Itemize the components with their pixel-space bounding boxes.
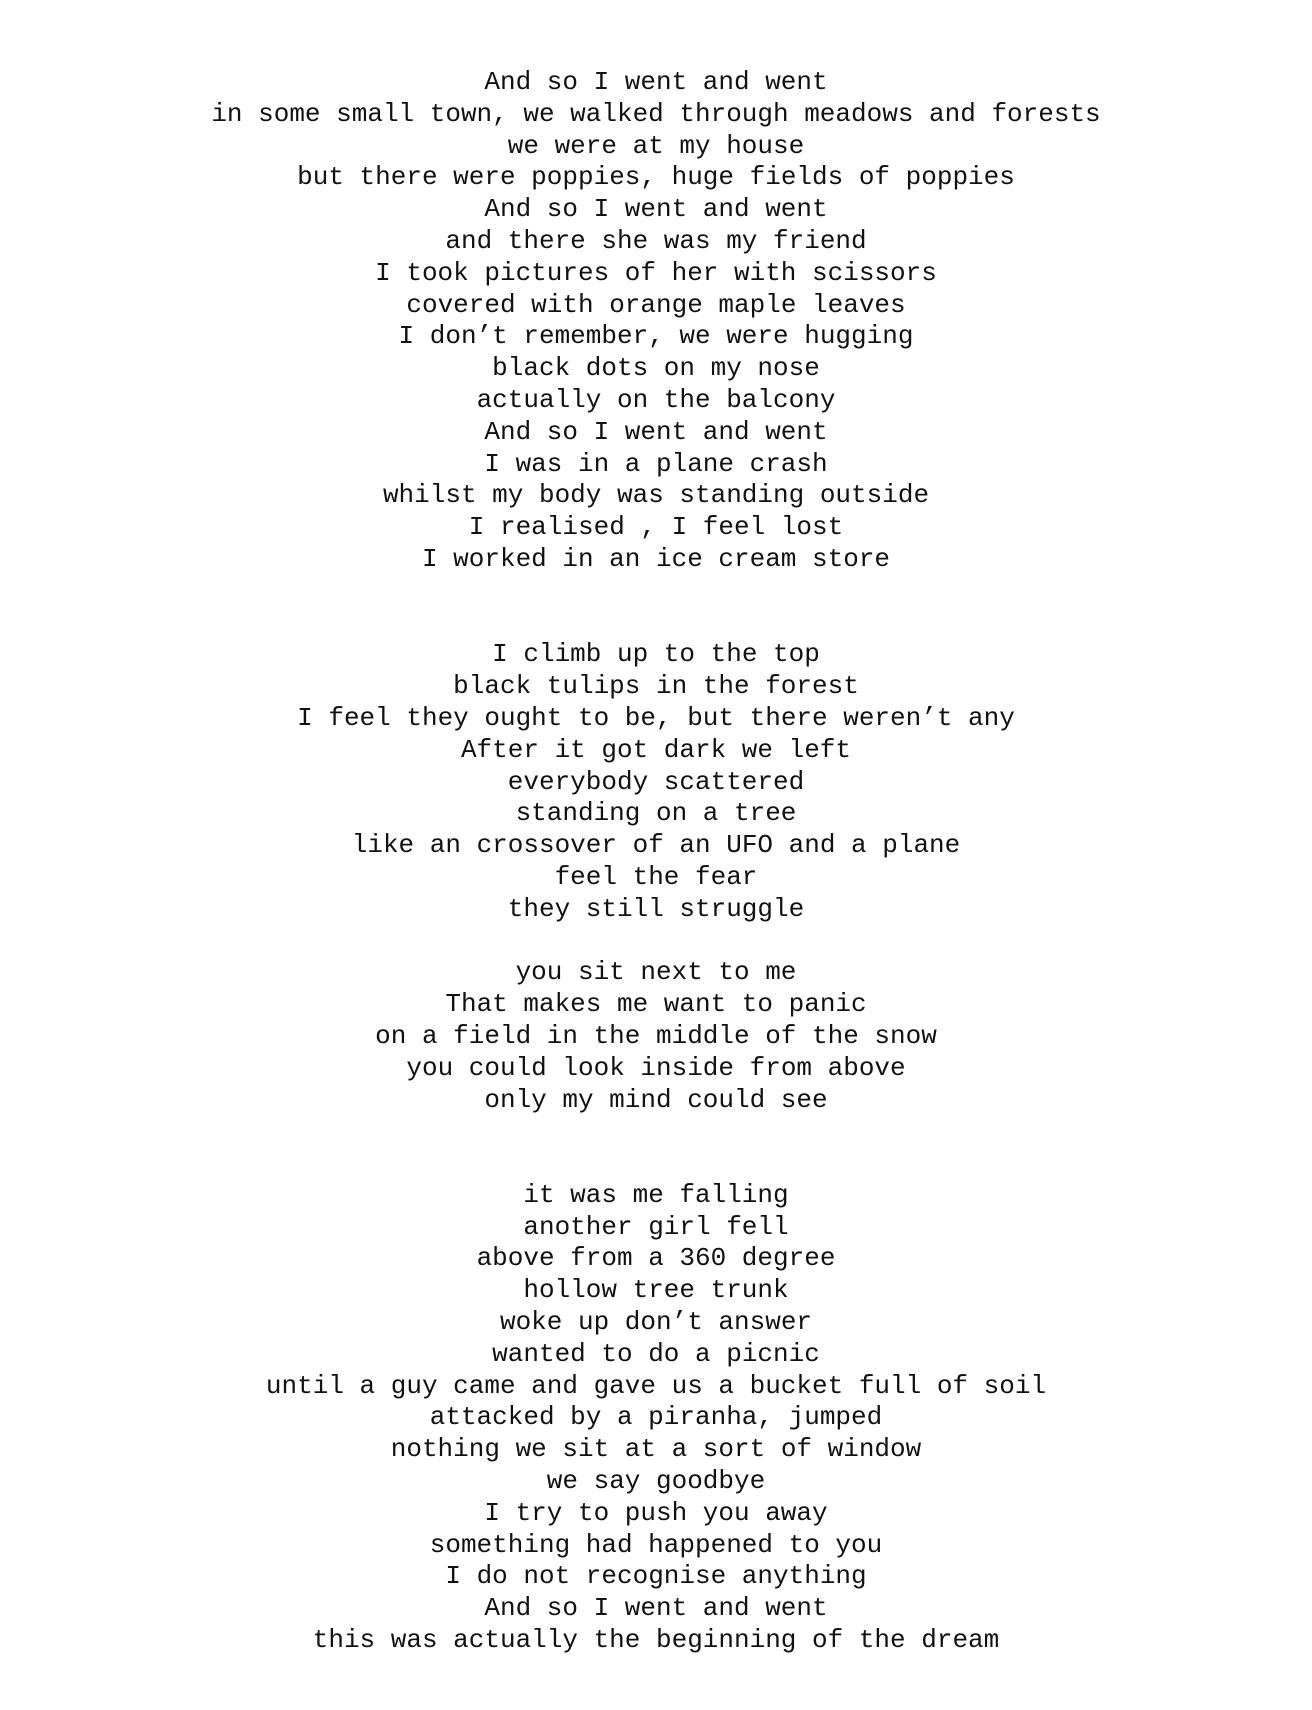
poem-line: they still struggle	[507, 893, 805, 924]
poem-line: and there she was my friend	[445, 225, 867, 256]
stanza-3	[0, 957, 1312, 1116]
poem-line: I climb up to the top	[492, 639, 820, 670]
stanza-gap	[0, 926, 1312, 958]
poem-line: above from a 360 degree	[476, 1243, 836, 1274]
poem-line: nothing we sit at a sort of window	[390, 1434, 922, 1465]
poem-line: it was me falling	[523, 1179, 789, 1210]
poem-line: attacked by a piranha, jumped	[429, 1402, 883, 1433]
poem	[0, 67, 1312, 1657]
poem-line: feel the fear	[554, 861, 758, 892]
poem-line: you sit next to me	[515, 957, 797, 988]
poem-line: like an crossover of an UFO and a plane	[351, 830, 961, 861]
poem-line: I feel they ought to be, but there weren’t any	[297, 702, 1015, 733]
stanza-1	[0, 67, 1312, 576]
poem-line: I try to push you away	[484, 1497, 828, 1528]
poem-line: hollow tree trunk	[523, 1275, 789, 1306]
stanza-2	[0, 639, 1312, 925]
poem-line: I took pictures of her with scissors	[375, 257, 937, 288]
poem-line: I do not recognise anything	[445, 1561, 867, 1592]
poem-line: I was in a plane crash	[484, 448, 828, 479]
poem-line: but there were poppies, huge fields of poppies	[297, 162, 1015, 193]
poem-line: only my mind could see	[484, 1084, 828, 1115]
poem-line: I worked in an ice cream store	[421, 543, 891, 574]
poem-line: woke up don’t answer	[499, 1307, 813, 1338]
poem-line: covered with orange maple leaves	[406, 289, 906, 320]
poem-line: And so I went and went	[484, 194, 828, 225]
poem-line: in some small town, we walked through meadows and forests	[211, 98, 1101, 129]
poem-line: And so I went and went	[484, 416, 828, 447]
poem-line: we say goodbye	[546, 1466, 766, 1497]
poem-line: black tulips in the forest	[453, 671, 859, 702]
poem-line: I don’t remember, we were hugging	[398, 321, 914, 352]
poem-line: standing on a tree	[515, 798, 797, 829]
poem-line: until a guy came and gave us a bucket full of soil	[265, 1370, 1047, 1401]
poem-line: I realised , I feel lost	[468, 512, 844, 543]
stanza-gap	[0, 576, 1312, 640]
poem-line: And so I went and went	[484, 67, 828, 97]
poem-line: black dots on my nose	[492, 353, 820, 384]
poem-line: actually on the balcony	[476, 384, 836, 415]
stanza-4	[0, 1180, 1312, 1657]
stanza-gap	[0, 1116, 1312, 1180]
poem-line: whilst my body was standing outside	[382, 480, 930, 511]
poem-line: After it got dark we left	[460, 734, 852, 765]
poem-line: That makes me want to panic	[445, 989, 867, 1020]
poem-line: on a field in the middle of the snow	[375, 1020, 937, 1051]
poem-line: this was actually the beginning of the dream	[312, 1625, 1000, 1656]
poem-line: And so I went and went	[484, 1593, 828, 1624]
poem-line: wanted to do a picnic	[492, 1338, 820, 1369]
poem-line: another girl fell	[523, 1211, 789, 1242]
poem-line: you could look inside from above	[406, 1052, 906, 1083]
poem-line: we were at my house	[507, 130, 805, 161]
poem-line: everybody scattered	[507, 766, 805, 797]
poem-line: something had happened to you	[429, 1529, 883, 1560]
